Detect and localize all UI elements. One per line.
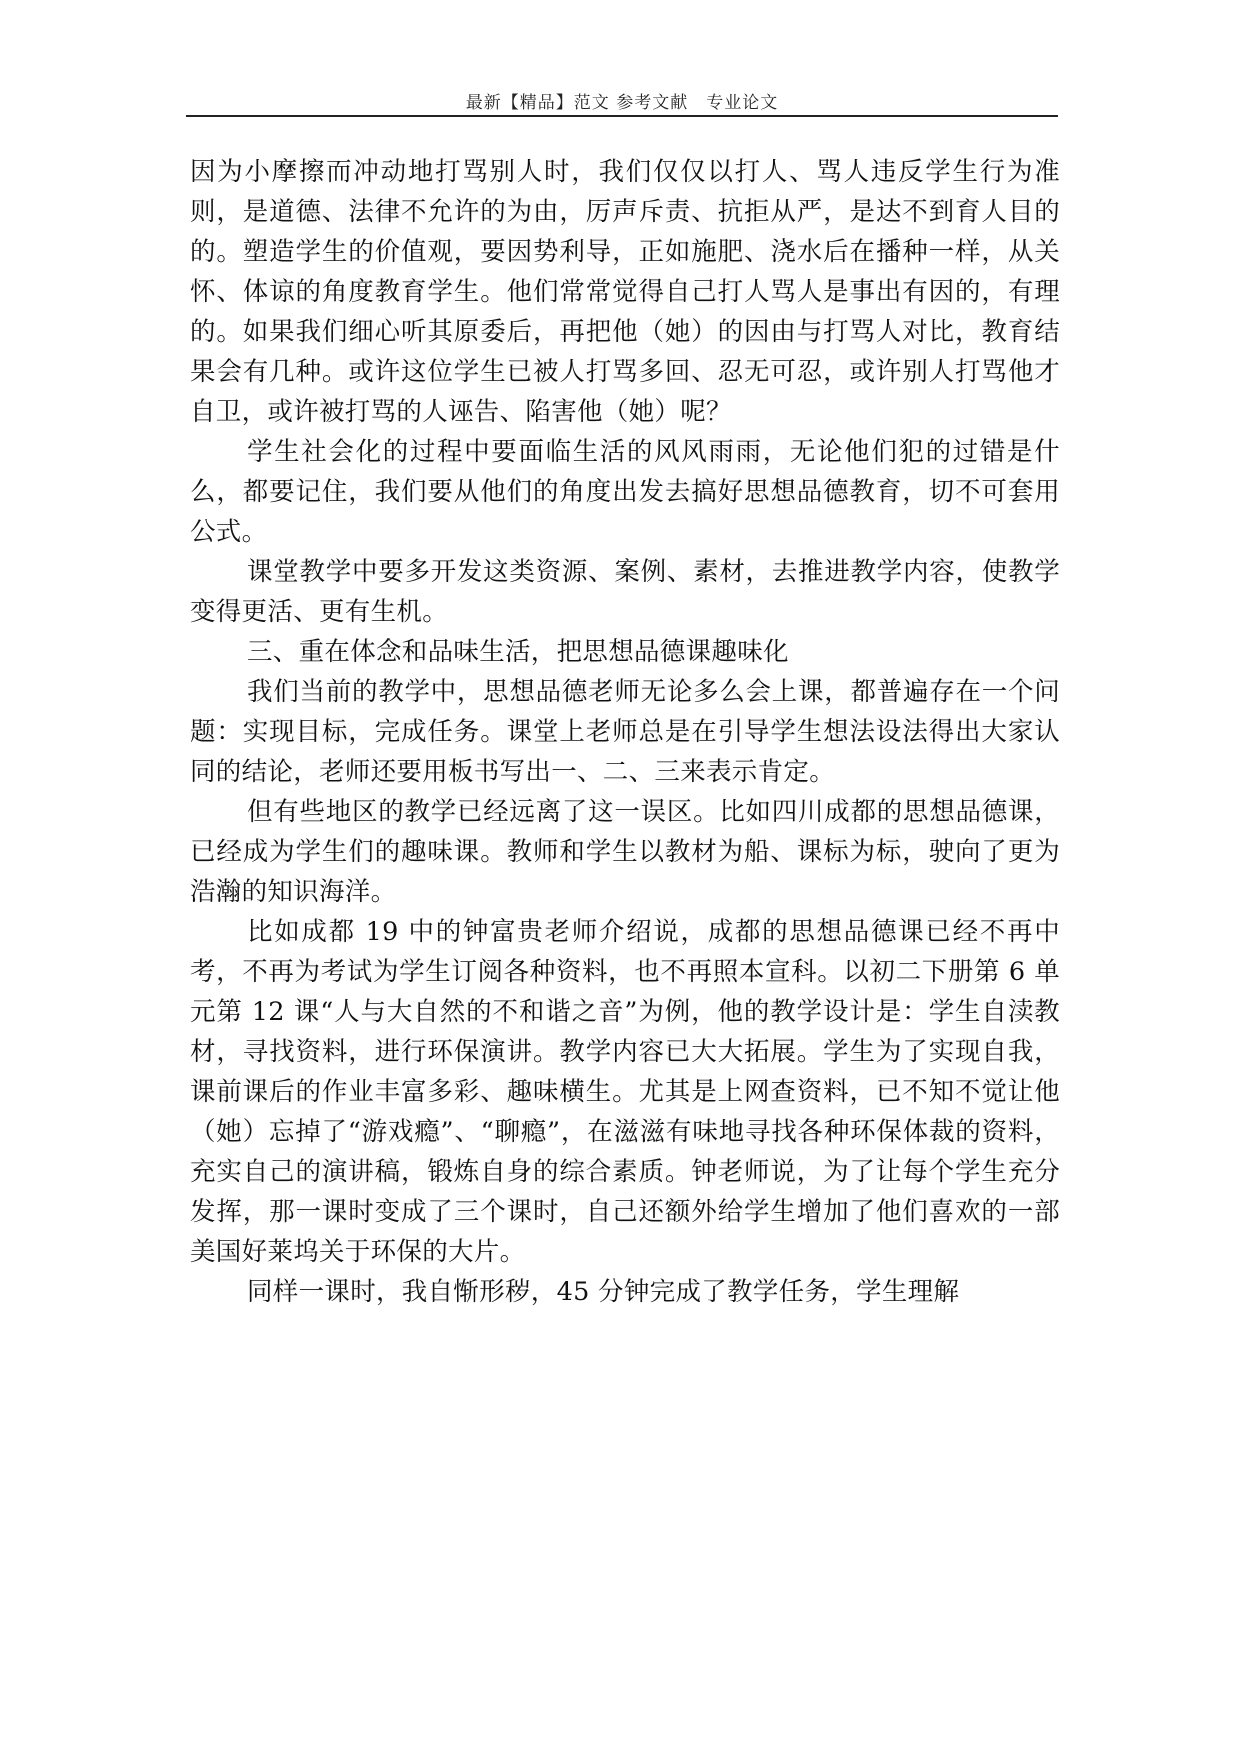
paragraph-7: 同样一课时，我自惭形秽，45 分钟完成了教学任务，学生理解 <box>247 1277 960 1307</box>
paragraph-4: 我们当前的教学中，思想品德老师无论多么会上课，都普遍存在一个问题：实现目标，完成任务。课堂上老师总是在引导学生想法设法得出大家认同的结论，老师还要用板书写出一、二、三来表示肯定。 <box>190 677 1060 787</box>
paragraph-1: 因为小摩擦而冲动地打骂别人时，我们仅仅以打人、骂人违反学生行为准则，是道德、法律不允许的为由，厉声斥责、抗拒从严，是达不到育人目的的。塑造学生的价值观，要因势利导，正如施肥、浇水后在播种一样，从关怀、体谅的角度教育学生。他们常常觉得自己打人骂人是事出有因的，有理的。如果我们细心听其原委后，再把他（她）的因由与打骂人对比，教育结果会有几种。或许这位学生已被人打骂多回、忍无可忍，或许别人打骂他才自卫，或许被打骂的人诬告、陷害他（她）呢？ <box>190 157 1060 427</box>
paragraph-3: 课堂教学中要多开发这类资源、案例、素材，去推进教学内容，使教学变得更活、更有生机。 <box>190 557 1060 627</box>
paragraph-2: 学生社会化的过程中要面临生活的风风雨雨，无论他们犯的过错是什么，都要记住，我们要从他们的角度出发去搞好思想品德教育，切不可套用公式。 <box>190 437 1060 547</box>
paragraph-5: 但有些地区的教学已经远离了这一误区。比如四川成都的思想品德课，已经成为学生们的趣味课。教师和学生以教材为船、课标为标，驶向了更为浩瀚的知识海洋。 <box>190 797 1060 907</box>
page-header: 最新【精品】范文 参考文献 专业论文 <box>465 93 779 113</box>
paragraph-6: 比如成都 19 中的钟富贵老师介绍说，成都的思想品德课已经不再中考，不再为考试为学生订阅各种资料，也不再照本宣科。以初二下册第 6 单元第 12 课“人与大自然的不和谐之音”为例，他的教学设计是：学生自渎教材，寻找资料，进行环保演讲。教学内容已大大拓展。学生为了实现自我，课前课后的作业丰富多彩、趣味横生。尤其是上网查资料，已不知不觉让他（她）忘掉了“游戏瘾”、“聊瘾”，在滋滋有味地寻找各种环保体裁的资料，充实自己的演讲稿，锻炼自身的综合素质。钟老师说，为了让每个学生充分发挥，那一课时变成了三个课时，自己还额外给学生增加了他们喜欢的一部美国好莱坞关于环保的大片。 <box>190 917 1060 1267</box>
section-heading: 三、重在体念和品味生活，把思想品德课趣味化 <box>247 637 789 667</box>
header-rule <box>186 115 1058 117</box>
document-body <box>190 152 1060 1312</box>
